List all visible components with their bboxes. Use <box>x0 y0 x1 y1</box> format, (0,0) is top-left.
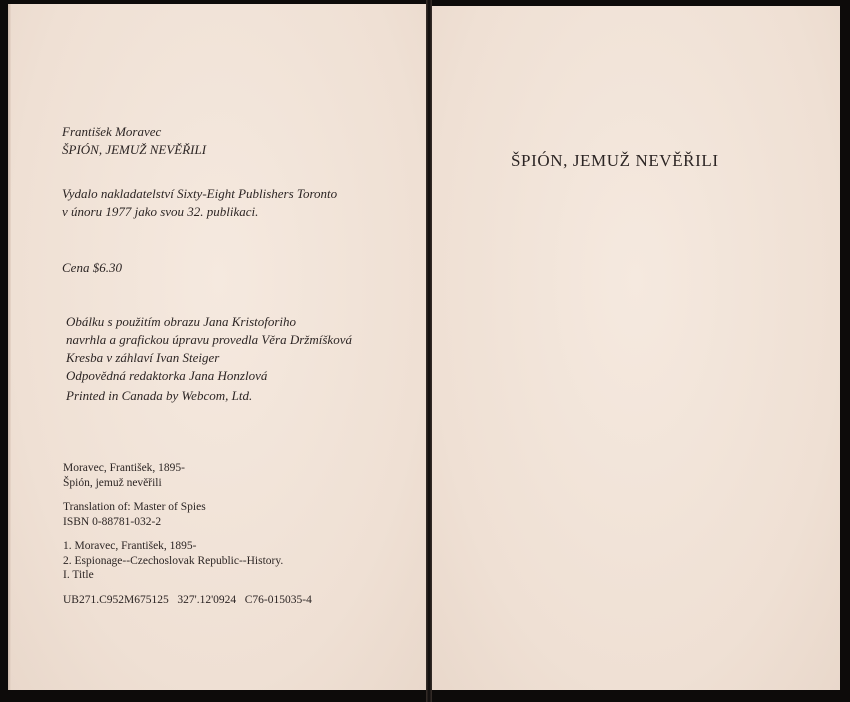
credits-line: Kresba v záhlaví Ivan Steiger <box>66 350 220 365</box>
printed-block <box>66 387 252 405</box>
cip-line: Translation of: Master of Spies <box>63 501 206 513</box>
cip-subjects <box>63 539 283 583</box>
right-page-half-title <box>432 6 840 690</box>
credits-block <box>66 313 352 385</box>
price-text: Cena $6.30 <box>62 260 122 275</box>
cip-classification <box>63 593 312 608</box>
cip-line: 1. Moravec, František, 1895- <box>63 540 197 552</box>
cip-translation <box>63 500 206 529</box>
cip-line: I. Title <box>63 569 94 581</box>
book-title-small: ŠPIÓN, JEMUŽ NEVĚŘILI <box>62 142 207 157</box>
price-block <box>62 259 122 277</box>
author-block <box>62 123 206 159</box>
publisher-line: Vydalo nakladatelství Sixty-Eight Publishers Toronto <box>62 186 338 201</box>
cip-entry <box>63 461 185 490</box>
half-title: ŠPIÓN, JEMUŽ NEVĚŘILI <box>511 151 719 170</box>
credits-line: navrhla a grafickou úpravu provedla Věra Držmíšková <box>66 332 352 347</box>
cip-line: Špión, jemuž nevěřili <box>63 476 162 489</box>
publisher-block <box>62 185 337 221</box>
author-name: František Moravec <box>62 124 162 139</box>
cip-line: UB271.C952M675125 327'.12'0924 C76-015035-4 <box>63 594 312 606</box>
printed-text: Printed in Canada by Webcom, Ltd. <box>66 388 253 403</box>
cip-line: 2. Espionage--Czechoslovak Republic--History. <box>63 554 284 567</box>
left-page-copyright <box>11 4 428 690</box>
publisher-line: v únoru 1977 jako svou 32. publikaci. <box>62 204 259 219</box>
credits-line: Odpovědná redaktorka Jana Honzlová <box>66 368 268 383</box>
cip-line: ISBN 0-88781-032-2 <box>63 515 162 528</box>
cip-line: Moravec, František, 1895- <box>63 462 185 474</box>
credits-line: Obálku s použitím obrazu Jana Kristoforiho <box>66 314 297 329</box>
